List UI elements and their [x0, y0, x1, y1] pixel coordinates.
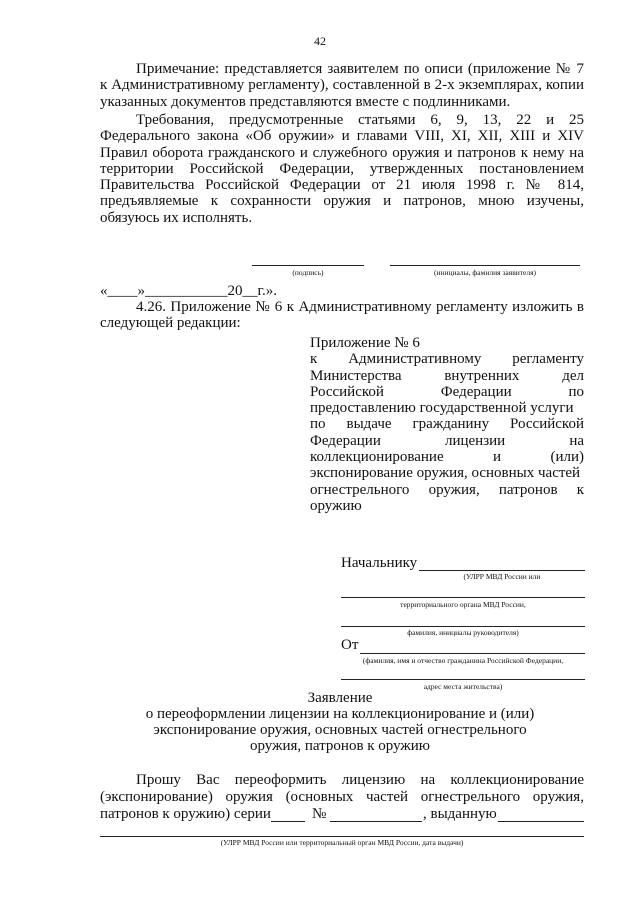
appendix-word: лицензии	[444, 432, 506, 449]
bottom-line	[100, 836, 584, 837]
territorial-line	[341, 597, 585, 598]
page-number: 42	[314, 34, 326, 48]
appendix-header	[310, 335, 584, 514]
from-label: От	[341, 637, 359, 653]
appendix-word: регламенту	[512, 351, 584, 368]
appendix-word: Федерации	[310, 432, 381, 449]
to-label: Начальнику	[341, 555, 418, 571]
appendix-word: Российской	[510, 416, 584, 433]
body-word: частей	[365, 789, 409, 805]
from-line	[360, 653, 585, 654]
issued-by-line	[498, 821, 584, 822]
application-body-line-3a: патронов к оружию) серии	[100, 806, 271, 822]
appendix-line	[310, 351, 584, 367]
appendix-word: и	[493, 449, 502, 466]
appendix-word: к	[310, 351, 318, 368]
appendix-line	[310, 384, 584, 400]
appendix-line	[310, 368, 584, 384]
body-word: лицензию	[341, 772, 406, 788]
bottom-caption: (УЛРР МВД России или территориальный орган МВД России, дата выдачи)	[220, 838, 464, 847]
application-title: Заявление	[307, 690, 373, 706]
appendix-line	[310, 482, 584, 498]
to-line	[419, 570, 585, 571]
appendix-word: предоставлению государственной услуги	[310, 400, 574, 417]
appendix-line	[310, 449, 584, 465]
address-caption: адрес места жительства)	[423, 682, 503, 691]
application-subtitle-2: экспонирование оружия, основных частей огнестрельного	[153, 722, 527, 738]
appendix-word: оружия,	[428, 481, 480, 498]
head-line	[341, 626, 585, 627]
body-word: оружия	[225, 789, 273, 805]
date-line: «____»___________20__г.».	[100, 283, 277, 299]
body-word: оружия,	[532, 789, 584, 805]
requirements-paragraph: Требования, предусмотренные статьями 6, 9, 13, 22 и 25 Федерального закона «Об оружии» и главами VIII, XI, XII, XIII и XIV Правил оборота гражданского и служебного оружия и патронов к нему на территории Российской Федерации, утвержденных постановлением Правительства Российской Федерации от 21 июля 1998 г. № 814, предъявляемые к сохранности оружия и патронов, мною изучены, обязуюсь их исполнять.	[100, 112, 584, 226]
appendix-word: Федерации	[440, 383, 512, 400]
application-subtitle-1: о переоформлении лицензии на коллекционирование и (или)	[145, 706, 535, 722]
number-line	[330, 821, 422, 822]
appendix-word: Российской	[310, 383, 384, 400]
appendix-line	[310, 433, 584, 449]
appendix-word: к	[576, 481, 584, 498]
item-4-26: 4.26. Приложение № 6 к Административному регламенту изложить в следующей редакции:	[100, 299, 584, 332]
appendix-word: дел	[562, 367, 584, 384]
application-body-line-3c: , выданную	[423, 806, 497, 822]
appendix-line	[310, 416, 584, 432]
appendix-word: гражданину	[412, 416, 490, 433]
appendix-word: Министерства	[310, 367, 402, 384]
appendix-word: Административному	[348, 351, 482, 368]
body-word: (основных	[285, 789, 354, 805]
signature-line	[252, 265, 364, 266]
appendix-lines	[310, 351, 584, 514]
note-paragraph: Примечание: представляется заявителем по описи (приложение № 7 к Административному регламенту), составленной в 2-х экземплярах, копии указанных документов представляются вместе с подлинниками.	[100, 61, 584, 110]
address-line	[341, 679, 585, 680]
signature-caption: (подпись)	[292, 268, 324, 277]
to-caption: (УЛРР МВД России или	[463, 572, 541, 581]
application-body-line-3b: №	[312, 806, 327, 822]
appendix-word: экспонирование оружия, основных частей	[310, 465, 581, 482]
applicant-name-line	[390, 265, 580, 266]
series-line	[271, 821, 305, 822]
application-subtitle-3: оружия, патронов к оружию	[249, 738, 431, 754]
appendix-word: по	[310, 416, 326, 433]
appendix-line	[310, 498, 584, 514]
application-body-line-1	[136, 772, 584, 789]
body-word: на	[420, 772, 436, 788]
appendix-word: коллекционирование	[310, 449, 444, 466]
territorial-caption: территориального органа МВД России,	[400, 600, 526, 609]
appendix-line	[310, 465, 584, 481]
appendix-word: патронов	[498, 481, 558, 498]
body-word: переоформить	[234, 772, 327, 788]
applicant-name-caption: (инициалы, фамилия заявителя)	[433, 268, 537, 277]
appendix-word: выдаче	[346, 416, 392, 433]
from-caption: (фамилия, имя и отчество гражданина Российской Федерации,	[362, 656, 564, 665]
appendix-word: (или)	[550, 449, 584, 466]
body-word: Прошу	[136, 772, 181, 788]
appendix-line	[310, 400, 584, 416]
body-word: Вас	[196, 772, 220, 788]
head-caption: фамилия, инициалы руководителя)	[407, 628, 519, 637]
appendix-word: огнестрельного	[310, 481, 410, 498]
body-word: огнестрельного	[420, 789, 521, 805]
appendix-word: оружию	[310, 497, 362, 514]
appendix-word: на	[569, 432, 584, 449]
application-body-line-2	[100, 789, 584, 806]
appendix-word: внутренних	[444, 367, 520, 384]
appendix-word: по	[568, 383, 584, 400]
body-word: (экспонирование)	[100, 789, 213, 805]
body-word: коллекционирование	[450, 772, 584, 788]
appendix-title: Приложение № 6	[310, 335, 420, 351]
